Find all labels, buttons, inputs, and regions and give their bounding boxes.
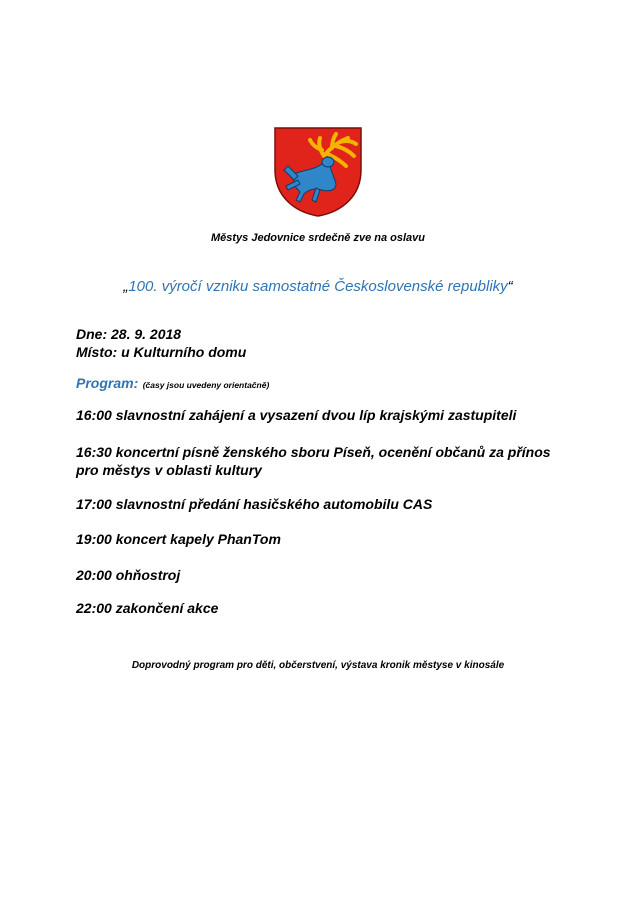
footer-note: Doprovodný program pro děti, občerstvení, výstava kronik městyse v kinosále [131, 660, 505, 671]
program-item: 22:00 zakončení akce [76, 600, 219, 616]
coat-of-arms-icon [272, 126, 364, 218]
program-item: 16:30 koncertní písně ženského sboru Píseň, ocenění občanů za přínos pro městys v oblasti kultury [76, 444, 551, 478]
program-item: 20:00 ohňostroj [76, 567, 181, 583]
event-meta [76, 325, 246, 361]
program-item: 16:00 slavnostní zahájení a vysazení dvou líp krajskými zastupiteli [76, 407, 517, 423]
headline-close-quote: “ [507, 278, 513, 295]
event-place: Místo: u Kulturního domu [76, 344, 247, 360]
headline-text: 100. výročí vzniku samostatné Československé republiky [128, 278, 508, 295]
headline-open-quote: „ [123, 278, 129, 295]
program-label: Program: [76, 375, 139, 391]
event-date: Dne: 28. 9. 2018 [76, 326, 182, 342]
program-heading [76, 375, 269, 393]
event-headline [0, 278, 636, 295]
invitation-line: Městys Jedovnice srdečně zve na oslavu [211, 232, 425, 244]
program-item: 17:00 slavnostní předání hasičského automobilu CAS [76, 496, 433, 512]
program-note: (časy jsou uvedeny orientačně) [142, 380, 270, 390]
program-item: 19:00 koncert kapely PhanTom [76, 531, 281, 547]
